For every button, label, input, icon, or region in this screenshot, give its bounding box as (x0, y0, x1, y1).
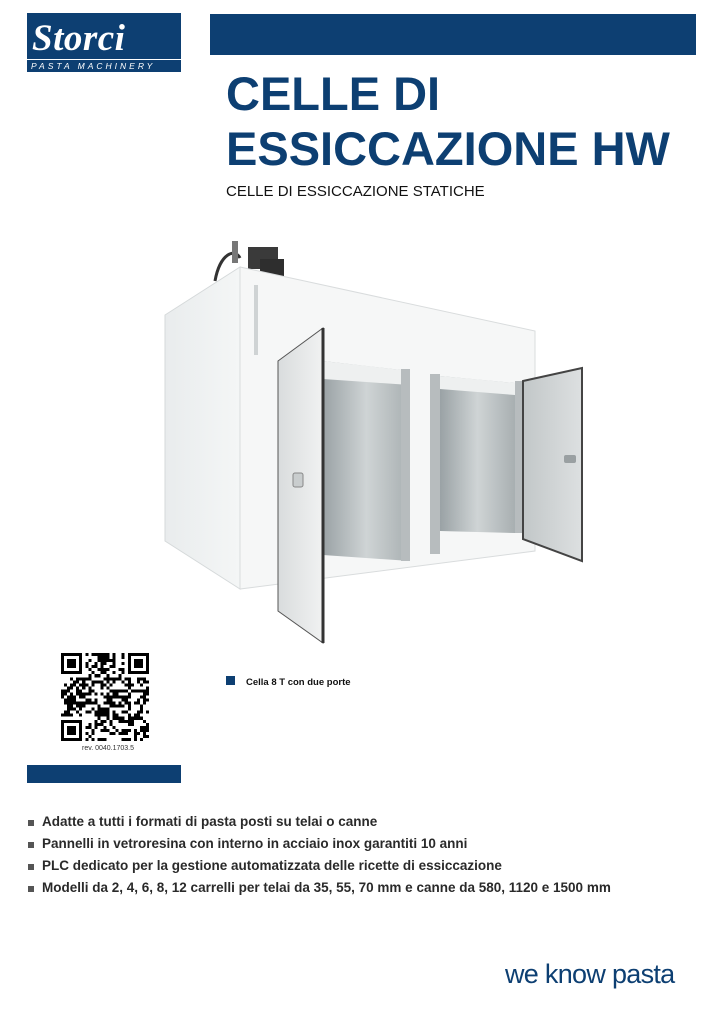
page-subtitle: CELLE DI ESSICCAZIONE STATICHE (226, 183, 485, 200)
bullet-icon (28, 864, 34, 870)
feature-item (28, 856, 708, 878)
qr-code[interactable] (61, 653, 149, 741)
feature-list (28, 812, 708, 900)
caption-marker (226, 676, 235, 685)
section-bar (27, 765, 181, 783)
feature-text: Modelli da 2, 4, 6, 8, 12 carrelli per telai da 35, 55, 70 mm e canne da 580, 1120 e 1500 mm (42, 880, 611, 895)
photo-caption: Cella 8 T con due porte (246, 677, 351, 688)
revision-label: rev. 0040.1703.5 (81, 745, 135, 752)
feature-item (28, 812, 708, 834)
logo-divider (27, 59, 181, 60)
feature-text: PLC dedicato per la gestione automatizzata delle ricette di essiccazione (42, 858, 502, 873)
bullet-icon (28, 820, 34, 826)
bullet-icon (28, 886, 34, 892)
logo-subtitle: PASTA MACHINERY (31, 61, 156, 71)
product-photo (120, 233, 640, 658)
feature-item (28, 834, 708, 856)
feature-text: Adatte a tutti i formati di pasta posti su telai o canne (42, 814, 378, 829)
header-bar (210, 14, 696, 55)
logo-brand-text: Storci (32, 18, 126, 59)
feature-text: Pannelli in vetroresina con interno in acciaio inox garantiti 10 anni (42, 836, 468, 851)
footer-tagline: we know pasta (505, 959, 675, 989)
page-title: CELLE DI ESSICCAZIONE HW (226, 67, 670, 175)
feature-item (28, 878, 708, 900)
storci-logo (27, 13, 181, 72)
bullet-icon (28, 842, 34, 848)
